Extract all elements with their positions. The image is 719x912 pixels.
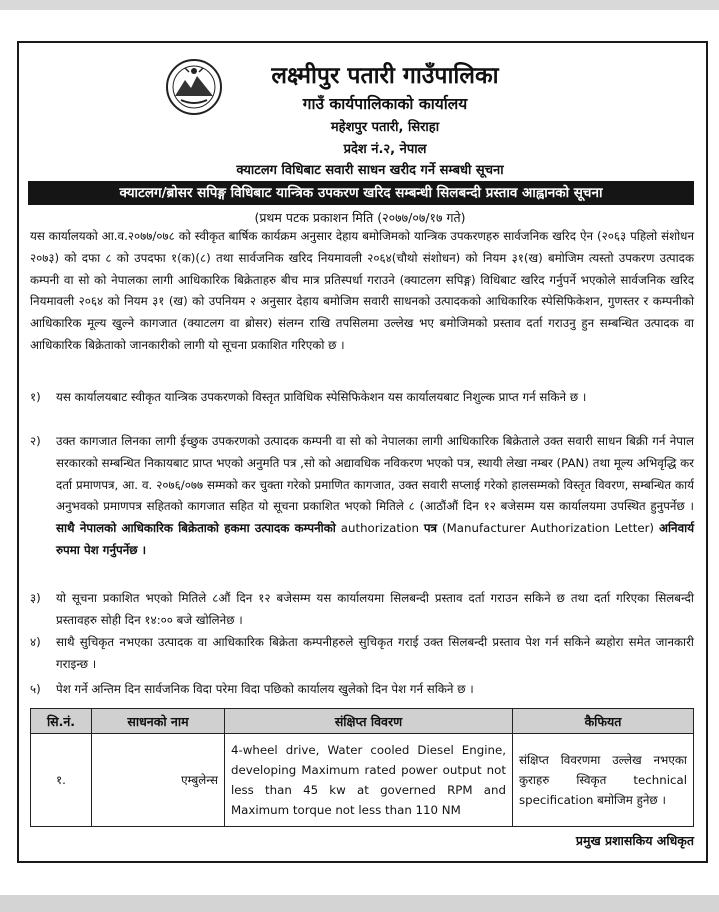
item-bold-text: अनिवार्य रुपमा पेश गर्नुपर्नेछ । xyxy=(56,521,695,557)
top-edge xyxy=(0,0,719,10)
item-text: यस कार्यालयबाट स्वीकृत यान्त्रिक उपकरणको विस्तृत प्राविधिक स्पेसिफिकेशन यस कार्यालयबाट निशुल्क प्राप्त गर्न सकिने छ । xyxy=(56,390,587,404)
item-text: उक्त कागजात लिनका लागी ईच्छुक उपकरणको उत्पादक कम्पनी वा सो को नेपालका लागी आधिकारिक बिक्रेताले उक्त सवारी साधन बिक्री गर्न नेपाल सरकारको सम्बन्धित निकायबाट प्राप्त भएको अनुमति पत्र ,सो को अद्यावधिक नविकरण भएको पत्र, स्थायी लेखा नम्बर (PAN) तथा मूल्य अभिवृद्धि कर दर्ता प्रमाणपत्र, आ. व. २०७६/०७७ सम्मको कर चुक्ता गरेको प्रमाणित कागजात, उक्त सवारी सप्लाई गरेको हालसम्मको विस्तृत विवरण, सम्बन्धित कार्य अनुभवको प्रमाणपत्र सहितको कागजात सहित यो सूचना प्रकाशित भएको मितिले ८ (आठौंऔं दिन १२ बजेसम्म यस कार्यालयमा उपस्थित हुनुपर्नेछ । xyxy=(56,434,694,514)
item-bold-text: साथै नेपालको आधिकारिक बिक्रेताको हकमा उत्पादक कम्पनीको xyxy=(56,521,336,536)
item-text-en: (Manufacturer Authorization Letter) xyxy=(441,521,655,536)
list-item xyxy=(30,431,694,562)
equipment-table xyxy=(30,708,694,827)
item-number: २) xyxy=(30,434,41,448)
bottom-edge xyxy=(0,893,719,912)
item-bold-text: पत्र xyxy=(423,521,438,536)
item-text-en: authorization xyxy=(340,521,419,536)
item-text: यो सूचना प्रकाशित भएको मितिले ८औं दिन १२ बजेसम्म यस कार्यालयमा सिलबन्दी प्रस्ताव दर्ता गराउन सकिने छ तथा दर्ता गरिएका सिलबन्दी प्रस्तावहरु सोही दिन १४:०० बजे खोलिनेछ । xyxy=(56,591,694,627)
item-text: पेश गर्ने अन्तिम दिन सार्वजनिक विदा परेमा विदा पछिको कार्यालय खुलेको दिन पेश गर्न सकिने छ । xyxy=(56,682,474,696)
list-item xyxy=(30,588,694,632)
notice-subject: क्याटलग विधिबाट सवारी साधन खरीद गर्ने सम्बधी सूचना xyxy=(236,163,504,178)
cell-remarks: संक्षिप्त विवरणमा उल्लेख नभएका कुराहरु स्विकृत technical specification बमोजिम हुनेछ । xyxy=(513,734,694,827)
table-header-row xyxy=(31,709,694,734)
cell-serial: १. xyxy=(31,734,92,827)
province-line: प्रदेश नं.२, नेपाल xyxy=(343,142,427,157)
item-number: ५) xyxy=(30,682,41,696)
list-item xyxy=(30,632,694,676)
signature-line: प्रमुख प्रशासकिय अधिकृत xyxy=(575,833,694,848)
office-name: गाउँ कार्यपालिकाको कार्यालय xyxy=(302,95,468,113)
header-description: संक्षिप्त विवरण xyxy=(225,709,513,734)
item-number: ३) xyxy=(30,591,41,605)
notice-title-banner: क्याटलग/ब्रोसर सपिङ्ग विधिबाट यान्त्रिक उपकरण खरिद सम्बन्धी सिलबन्दी प्रस्ताव आह्वानको सूचना xyxy=(28,181,694,205)
table-row xyxy=(31,734,694,827)
header-vehicle-name: साधनको नाम xyxy=(92,709,225,734)
item-text-block xyxy=(56,431,694,562)
item-number: १) xyxy=(30,390,41,404)
header-serial: सि.नं. xyxy=(31,709,92,734)
cell-vehicle-name: एम्बुलेन्स xyxy=(92,734,225,827)
header-remarks: कैफियत xyxy=(513,709,694,734)
government-emblem-icon xyxy=(163,56,225,118)
municipality-name: लक्ष्मीपुर पतारी गाउँपालिका xyxy=(271,63,499,89)
cell-description: 4-wheel drive, Water cooled Diesel Engine, developing Maximum rated power output not less than 45 kw at governed RPM and Maximum torque not less than 110 NM xyxy=(225,734,513,827)
item-number: ४) xyxy=(30,635,41,649)
intro-paragraph: यस कार्यालयको आ.व.२०७७/०७८ को स्वीकृत बार्षिक कार्यक्रम अनुसार देहाय बमोजिमको यान्त्रिक उपकरणहरु सार्वजनिक खरिद ऐन (२०६३ पहिलो संशोधन २०७३) को दफा ८ को उपदफा १(क)(८) तथा सार्वजनिक खरिद नियमावली २०६४(चौथो संशोधन) को नियम ३१(ख) बमोजिम त्यस्तो उपकरण उत्पादक कम्पनी वा सो को नेपालका लागी आधिकारिक बिक्रेताहरु बीच मात्र प्रतिस्पर्धा गराउने (क्याटलग सपिङ्ग) विधिबाट खरिद गर्नुपर्ने भएकोले सार्वजनिक खरिद नियमावली २०६४ को नियम ३१ (ख) को उपनियम २ अनुसार देहाय बमोजिम सवारी साधनको उत्पादकको आधिकारिक स्पेसिफिकेशन, गुणस्तर र कम्पनीको आधिकारिक मूल्य खुल्ने कागजात (क्याटलग वा ब्रोसर) संलग्न राखि तपसिलमा उल्लेख भए बमोजिमको प्रस्ताव दर्ता गराउनु हुन सम्बन्धित उत्पादक वा आधिकारिक बिक्रेताको जानकारीको लागी यो सूचना प्रकाशित गरिएको छ । xyxy=(30,229,694,352)
list-item xyxy=(30,679,694,701)
office-address: महेशपुर पतारी, सिराहा xyxy=(330,120,440,135)
publication-date: (प्रथम पटक प्रकाशन मिति (२०७७/०७/१७ गते) xyxy=(254,210,466,225)
item-text: साथै सुचिकृत नभएका उत्पादक वा आधिकारिक बिक्रेता कम्पनीहरुले सुचिकृत गराई उक्त सिलबन्दी प्रस्ताव पेश गर्न सकिने ब्यहोरा समेत जानकारी गराइन्छ । xyxy=(56,635,694,671)
list-item xyxy=(30,387,694,409)
